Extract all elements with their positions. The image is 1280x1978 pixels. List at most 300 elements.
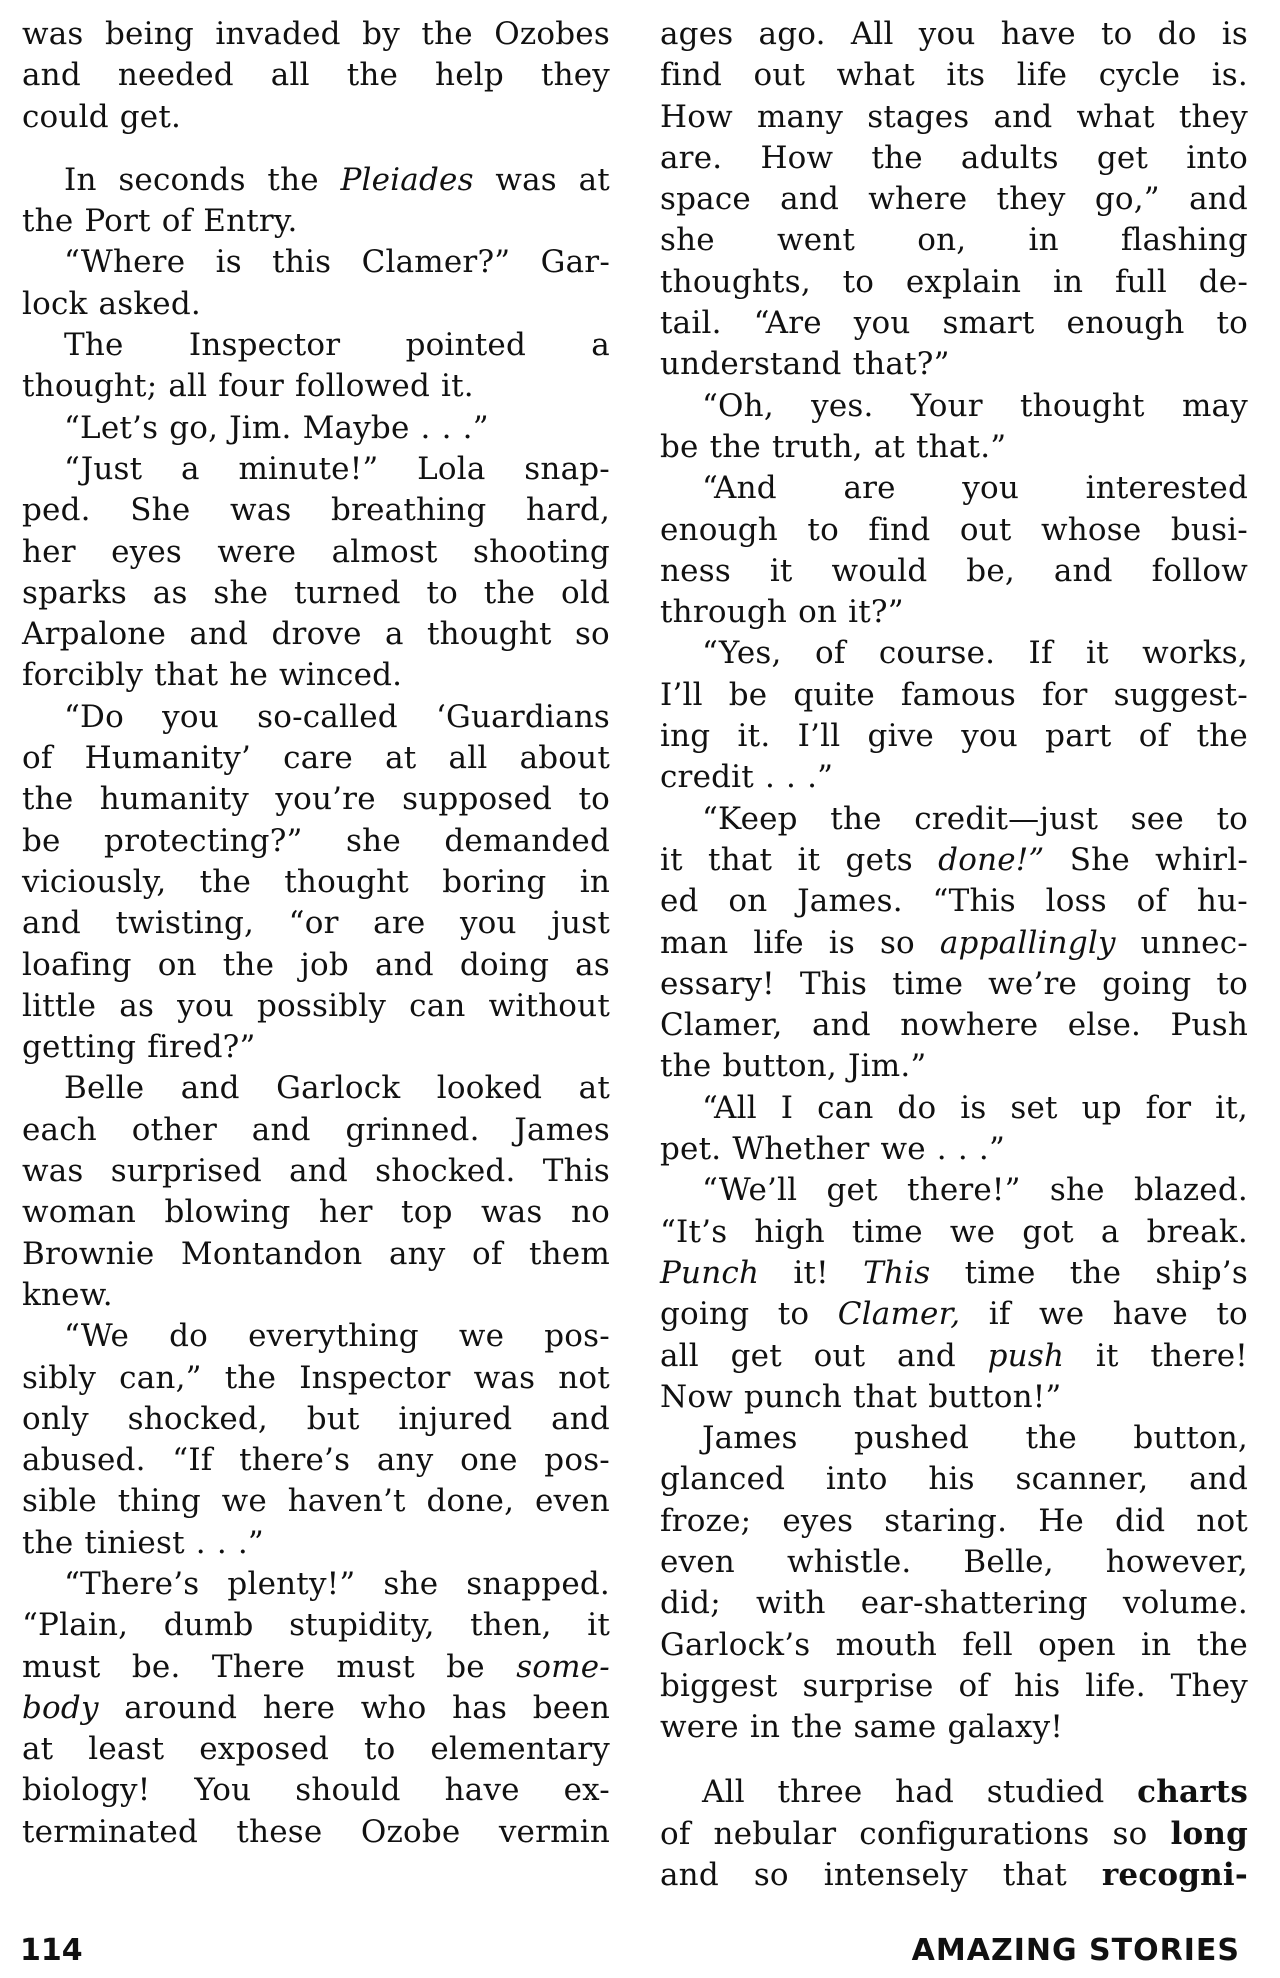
word: charts	[1137, 1774, 1248, 1811]
word: you	[853, 305, 911, 342]
word: the	[224, 1359, 277, 1396]
word: tail.	[660, 305, 722, 342]
word: biggest	[660, 1667, 778, 1704]
word: set	[1010, 1089, 1058, 1126]
text-line	[660, 675, 1248, 716]
word: in	[579, 863, 610, 900]
text-line	[660, 1088, 1248, 1129]
text-line	[22, 97, 610, 138]
word: enough	[660, 511, 778, 548]
text-line	[660, 923, 1248, 964]
word: galaxy!	[947, 1709, 1064, 1746]
word: “And	[702, 470, 777, 507]
word: tiniest	[84, 1524, 185, 1561]
word: out	[753, 57, 806, 94]
text-line	[22, 1523, 610, 1564]
word: top	[401, 1194, 453, 1231]
word: suggest-	[1113, 676, 1248, 713]
word: that?”	[852, 346, 950, 383]
text-line	[22, 1068, 610, 1109]
text-line	[660, 1336, 1248, 1377]
word: into	[825, 1461, 888, 1498]
text-line	[22, 201, 610, 242]
word: I	[780, 1089, 794, 1126]
word: busi-	[1170, 511, 1248, 548]
word: all	[270, 57, 310, 94]
word: and	[993, 98, 1053, 135]
word: the	[22, 1524, 74, 1561]
word: of	[471, 1235, 503, 1272]
text-line	[22, 532, 610, 573]
word: as	[119, 987, 155, 1024]
word: what	[836, 57, 915, 94]
word: pet.	[660, 1131, 722, 1168]
word: smart	[942, 305, 1035, 342]
word: configurations	[859, 1815, 1090, 1852]
text-line	[660, 427, 1248, 468]
word: the	[1025, 1420, 1077, 1457]
word: to	[1216, 800, 1248, 837]
word: get	[730, 1337, 782, 1374]
word: protecting?”	[104, 822, 303, 859]
word: ped.	[22, 492, 91, 529]
word: this	[272, 244, 332, 281]
word: thing	[117, 1483, 201, 1520]
word: supposed	[402, 781, 553, 818]
word: terminated	[22, 1813, 199, 1850]
text-line	[660, 716, 1248, 757]
word: “It’s	[660, 1213, 728, 1250]
word: hard,	[526, 492, 610, 529]
text-line	[660, 1170, 1248, 1211]
word: Punch	[660, 1254, 760, 1291]
word: snap-	[524, 450, 610, 487]
word: she	[1049, 1172, 1105, 1209]
word: sibly	[22, 1359, 97, 1396]
word: is	[215, 244, 242, 281]
word: without	[488, 987, 610, 1024]
text-line	[660, 1377, 1248, 1418]
word: then,	[470, 1607, 552, 1644]
word: the	[199, 863, 252, 900]
word: All	[850, 16, 894, 52]
word: Lola	[417, 450, 486, 487]
text-line	[660, 1772, 1248, 1813]
word: get	[826, 1172, 878, 1209]
text-line	[22, 1110, 610, 1151]
word: who	[360, 1689, 427, 1726]
word: is	[828, 924, 856, 961]
word: yes.	[811, 387, 874, 424]
word: get.	[119, 98, 182, 135]
text-line	[660, 881, 1248, 922]
word: the	[871, 139, 923, 176]
word: credit	[660, 759, 754, 796]
text-line	[22, 1564, 610, 1605]
word: going	[660, 1296, 750, 1333]
page-footer	[20, 1930, 1240, 1970]
word: we	[949, 1213, 996, 1250]
word: it?”	[848, 594, 904, 631]
word: on	[157, 946, 197, 983]
word: was	[22, 1153, 84, 1190]
word: go,”	[1094, 181, 1160, 218]
word: were	[217, 533, 297, 570]
word: Ozobe	[360, 1813, 461, 1850]
word: getting	[22, 1029, 137, 1066]
word: be	[446, 1648, 485, 1685]
word: was	[473, 1359, 536, 1396]
word: and	[780, 181, 840, 218]
text-line	[660, 262, 1248, 303]
word: if	[988, 1296, 1011, 1333]
word: to	[1216, 965, 1248, 1002]
word: open	[1038, 1626, 1116, 1663]
word: punch	[743, 1378, 843, 1415]
word: his	[1013, 1667, 1061, 1704]
text-line	[660, 97, 1248, 138]
word: followed	[295, 368, 430, 405]
word: ing	[660, 718, 711, 755]
word: “or	[288, 905, 339, 942]
text-line	[22, 242, 610, 283]
word: what	[1076, 98, 1155, 135]
word: She	[1069, 841, 1130, 878]
text-line	[660, 1625, 1248, 1666]
word: drove	[271, 616, 362, 653]
word: How	[660, 98, 733, 135]
word: was	[229, 492, 292, 529]
word: unnec-	[1140, 924, 1248, 961]
word: time	[851, 1213, 923, 1250]
word: find	[868, 511, 931, 548]
word: snapped.	[466, 1565, 610, 1602]
text-line	[22, 614, 610, 655]
word: and	[660, 1857, 719, 1894]
word: injured	[398, 1400, 513, 1437]
word: you	[162, 698, 219, 735]
word: in	[1141, 1626, 1172, 1663]
word: exposed	[199, 1731, 330, 1768]
word: space	[660, 181, 751, 218]
word: at	[578, 1070, 610, 1107]
word: going	[1102, 965, 1192, 1002]
word: Garlock’s	[660, 1626, 811, 1663]
word: can,”	[119, 1359, 202, 1396]
word: to	[1216, 305, 1248, 342]
word: find	[660, 57, 722, 94]
word: so	[1112, 1815, 1148, 1852]
word: have	[444, 1772, 520, 1809]
word: and	[374, 946, 434, 983]
word: it	[1086, 635, 1109, 672]
word: went	[776, 222, 856, 259]
text-line	[660, 551, 1248, 592]
text-line	[660, 1212, 1248, 1253]
word: in	[1028, 222, 1059, 259]
word: There	[211, 1648, 306, 1685]
word: Now	[660, 1378, 733, 1415]
word: where	[868, 181, 968, 218]
word: is	[1221, 16, 1248, 52]
word: do	[169, 1318, 209, 1355]
word: the	[660, 1048, 712, 1085]
word: Humanity’	[84, 740, 252, 777]
text-line	[22, 779, 610, 820]
word: .	[957, 1131, 968, 1168]
word: so	[753, 1857, 789, 1894]
word: not	[558, 1359, 610, 1396]
word: They	[1170, 1667, 1248, 1704]
word: Inspector	[299, 1359, 451, 1396]
word: life	[1016, 57, 1068, 94]
word: to	[1100, 16, 1133, 52]
word: even	[660, 1543, 735, 1580]
word: button,	[722, 1048, 837, 1085]
text-line	[22, 1234, 610, 1275]
word: “Do	[64, 698, 124, 735]
word: a	[1100, 1213, 1120, 1250]
word: biology!	[22, 1772, 151, 1809]
word: the	[222, 946, 275, 983]
text-line	[22, 986, 610, 1027]
word: with	[755, 1585, 826, 1622]
word: you	[961, 718, 1018, 755]
word: asked.	[98, 285, 201, 322]
word: same	[853, 1709, 937, 1746]
word: a	[181, 450, 200, 487]
text-line	[660, 468, 1248, 509]
word: she	[213, 574, 269, 611]
text-line	[660, 840, 1248, 881]
text-line	[660, 220, 1248, 261]
word: Jim.”	[847, 1048, 927, 1085]
text-line	[660, 14, 1248, 55]
word: to	[1216, 1296, 1248, 1333]
word: only	[22, 1400, 89, 1437]
word: and	[811, 1007, 871, 1044]
word: its	[946, 57, 986, 94]
word: .	[195, 1524, 206, 1561]
word: .	[420, 409, 431, 446]
word: He	[1038, 1502, 1084, 1539]
word: high	[754, 1213, 825, 1250]
word: to	[777, 1296, 810, 1333]
word: all	[660, 1337, 699, 1374]
word: for	[1145, 1089, 1192, 1126]
word: are.	[660, 139, 723, 176]
text-line	[22, 449, 610, 490]
word: essary!	[660, 965, 775, 1002]
word: you	[459, 905, 517, 942]
word: on	[728, 883, 768, 920]
word: can	[409, 987, 466, 1024]
text-line	[660, 1666, 1248, 1707]
word: mouth	[835, 1626, 938, 1663]
word: are	[843, 470, 896, 507]
word: and	[180, 1070, 240, 1107]
word: done!”	[938, 841, 1045, 878]
word: stages	[867, 98, 970, 135]
word: just	[551, 905, 610, 942]
word: staring.	[884, 1502, 1008, 1539]
word: a	[384, 616, 404, 653]
word: and	[189, 616, 249, 653]
word: a	[591, 327, 610, 364]
word: the	[1069, 1254, 1122, 1291]
word: around	[124, 1689, 238, 1726]
text-line	[660, 1129, 1248, 1170]
word: job	[300, 946, 349, 983]
text-line	[660, 1542, 1248, 1583]
word: boring	[442, 863, 547, 900]
word: is.	[1211, 57, 1248, 94]
word: Montandon	[180, 1235, 363, 1272]
word: viciously,	[22, 863, 167, 900]
word: sible	[22, 1483, 97, 1520]
word: time	[964, 1254, 1036, 1291]
word: it,	[1215, 1089, 1248, 1126]
word: shocked.	[375, 1153, 516, 1190]
word: as	[575, 946, 610, 983]
word: shooting	[472, 533, 610, 570]
word: Ozobes	[494, 16, 610, 52]
word: ed	[660, 883, 699, 920]
word: we’re	[988, 965, 1078, 1002]
word: at	[578, 161, 610, 198]
word: In	[64, 161, 97, 198]
word: we	[1039, 1296, 1085, 1333]
word: should	[295, 1772, 401, 1809]
word: go,	[169, 409, 219, 446]
word: get	[1096, 139, 1149, 176]
word: and	[551, 1400, 610, 1437]
word: loss	[1045, 883, 1107, 920]
text-line	[22, 1027, 610, 1068]
word: each	[22, 1111, 97, 1148]
word: winced.	[279, 657, 403, 694]
word: else.	[1067, 1007, 1142, 1044]
word: we	[458, 1318, 505, 1355]
text-line	[22, 160, 610, 201]
word: truth,	[771, 428, 863, 465]
word: has	[452, 1689, 508, 1726]
word: quite	[793, 676, 875, 713]
word: gets	[845, 841, 913, 878]
text-line	[22, 325, 610, 366]
word: and	[22, 905, 81, 942]
word: did	[1115, 1502, 1166, 1539]
word: “Where	[64, 244, 186, 281]
word: do	[1157, 16, 1197, 52]
word: volume.	[1122, 1585, 1248, 1622]
word: Clamer,	[837, 1296, 961, 1333]
word: being	[105, 16, 194, 52]
word: you	[962, 470, 1020, 507]
word: to	[426, 574, 458, 611]
word: not	[1196, 1502, 1248, 1539]
text-line	[22, 821, 610, 862]
word: .	[441, 409, 452, 446]
text-line	[22, 284, 610, 325]
word: she	[383, 1565, 439, 1602]
word: humanity	[99, 781, 250, 818]
word: knew.	[22, 1276, 113, 1313]
word: that	[154, 657, 219, 694]
page-number: 114	[20, 1932, 83, 1968]
word: part	[1045, 718, 1112, 755]
word: thought	[1020, 387, 1145, 424]
word: surprise	[802, 1667, 934, 1704]
word: You	[194, 1772, 252, 1809]
word: de-	[1198, 263, 1248, 300]
word: Garlock	[276, 1070, 401, 1107]
word: studied	[986, 1774, 1105, 1811]
word: James	[702, 1420, 798, 1457]
word: doing	[459, 946, 550, 983]
word: it	[660, 841, 683, 878]
word: “Keep	[702, 800, 798, 837]
word: the	[421, 16, 473, 52]
word: must	[22, 1648, 101, 1685]
word: enough	[1066, 305, 1185, 342]
word: minute!”	[238, 450, 379, 487]
word: about	[519, 740, 610, 777]
word: for	[1042, 676, 1088, 713]
word: and	[289, 1153, 348, 1190]
word: ship’s	[1155, 1254, 1248, 1291]
word: and	[1189, 181, 1248, 218]
word: Arpalone	[22, 616, 167, 653]
word: demanded	[444, 822, 610, 859]
text-line	[660, 1707, 1248, 1748]
word: his	[928, 1461, 975, 1498]
word: lock	[22, 285, 88, 322]
word: be,	[966, 552, 1015, 589]
word: seconds	[118, 161, 246, 198]
word: fell	[962, 1626, 1013, 1663]
word: This	[863, 1254, 931, 1291]
word: sparks	[22, 574, 127, 611]
word: credit—just	[914, 800, 1099, 837]
text-line	[22, 1316, 610, 1357]
word: course.	[878, 635, 996, 672]
word: of	[22, 740, 53, 777]
word: “Plain,	[22, 1607, 129, 1644]
word: to	[807, 511, 839, 548]
word: nebular	[713, 1815, 837, 1852]
word: invaded	[215, 16, 341, 52]
text-line	[22, 697, 610, 738]
word: “If	[172, 1442, 213, 1479]
word: button,	[1133, 1420, 1248, 1457]
word: time	[892, 965, 964, 1002]
word: stupidity,	[289, 1607, 435, 1644]
word: the	[709, 428, 761, 465]
word: the	[830, 800, 882, 837]
word: is	[960, 1089, 987, 1126]
word: explain	[905, 263, 1022, 300]
word: man	[660, 924, 729, 961]
text-line	[22, 490, 610, 531]
word: Port	[84, 203, 151, 240]
word: by	[362, 16, 400, 52]
word: pos-	[544, 1318, 610, 1355]
word: twisting,	[115, 905, 255, 942]
word: we	[221, 1483, 267, 1520]
text-line	[660, 344, 1248, 385]
word: ness	[660, 552, 731, 589]
